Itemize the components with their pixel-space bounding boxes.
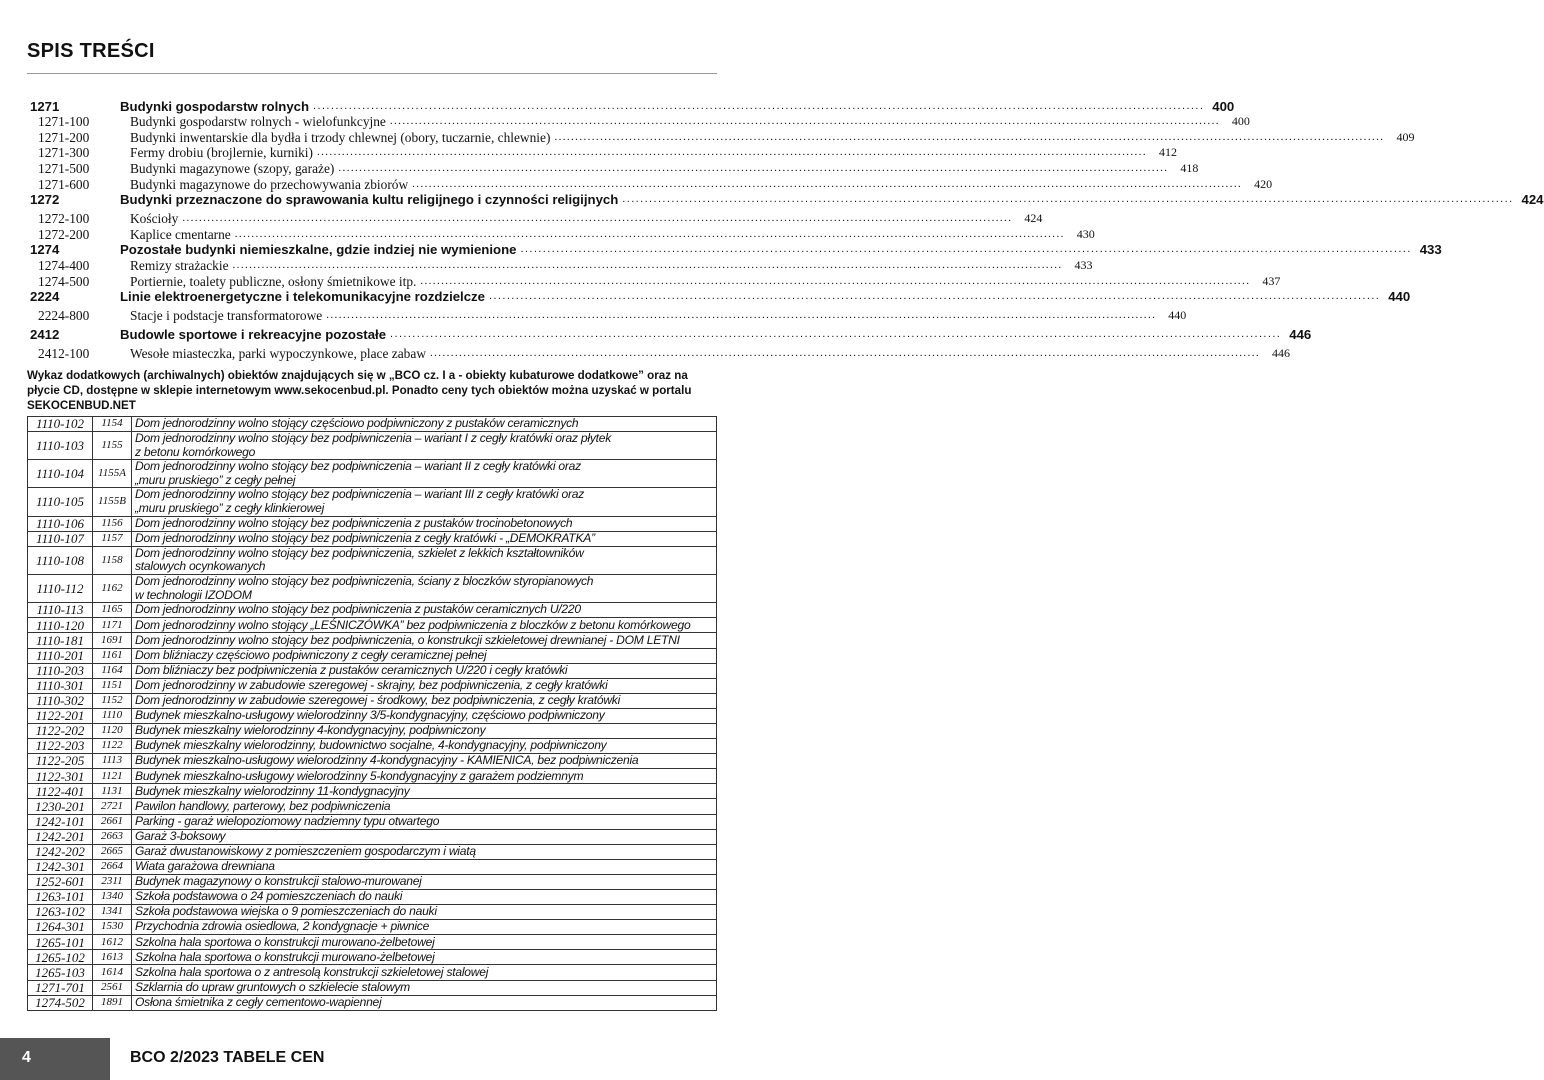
- toc-title: Budynki magazynowe (szopy, garaże): [130, 160, 335, 176]
- object-code: 1274-502: [28, 995, 93, 1010]
- toc-page: 424: [1024, 211, 1043, 226]
- object-number: 1162: [93, 575, 132, 603]
- toc-leader-dots: ........................................................................................................................................................................................................: [390, 328, 1282, 341]
- object-code: 1242-301: [28, 859, 93, 874]
- toc-entry: [30, 342, 1290, 362]
- table-row: [28, 663, 717, 678]
- description-line: Szkolna hala sportowa o konstrukcji murowano-żelbetowej: [135, 934, 435, 949]
- table-row: [28, 516, 717, 531]
- toc-title: Kościoły: [130, 211, 179, 227]
- toc-page: 400: [1231, 114, 1250, 129]
- description-line: Parking - garaż wielopoziomowy nadziemny typu otwartego: [135, 813, 440, 828]
- toc-entry: [30, 226, 1095, 242]
- description-line: Dom jednorodzinny wolno stojący bez podpiwniczenia z pustaków ceramicznych U/220: [135, 602, 581, 617]
- toc-code: 1274-500: [38, 273, 90, 289]
- publication-title: BCO 2/2023 TABELE CEN: [130, 1049, 325, 1066]
- object-number: 1161: [93, 648, 132, 663]
- description-line: Dom jednorodzinny w zabudowie szeregowej - środkowy, bez podpiwniczenia, z cegły kratówki: [135, 693, 621, 708]
- table-row: [28, 693, 717, 708]
- toc-title: Remizy strażackie: [130, 257, 229, 273]
- page-number: 4: [22, 1049, 31, 1066]
- toc-page: 437: [1262, 273, 1281, 288]
- object-number: 1151: [93, 678, 132, 693]
- table-row: [28, 460, 717, 488]
- toc-code: 1274: [30, 242, 60, 258]
- description-line: Garaż 3-boksowy: [135, 828, 226, 843]
- object-description: [132, 890, 717, 905]
- toc-leader-dots: ........................................................................................................................................................................................................: [316, 146, 1147, 159]
- toc-leader-dots: ........................................................................................................................................................................................................: [430, 347, 1260, 360]
- table-row: [28, 546, 717, 574]
- object-code: 1265-103: [28, 965, 93, 980]
- toc-title: Budowle sportowe i rekreacyjne pozostałe: [120, 327, 387, 343]
- table-row: [28, 784, 717, 799]
- toc-entry: [30, 207, 1043, 227]
- toc-entry: [30, 257, 1093, 273]
- toc-title: Budynki gospodarstw rolnych - wielofunkcyjne: [130, 114, 386, 130]
- toc-entry: [30, 129, 1415, 145]
- object-code: 1263-101: [28, 890, 93, 905]
- description-line: Dom jednorodzinny wolno stojący częściowo podpiwniczony z pustaków ceramicznych: [135, 416, 579, 431]
- toc-page: 420: [1254, 176, 1273, 191]
- object-number: 2561: [93, 980, 132, 995]
- object-number: 1165: [93, 603, 132, 618]
- object-number: 1613: [93, 950, 132, 965]
- description-line: Dom bliźniaczy częściowo podpiwniczony z cegły ceramicznej pełnej: [135, 647, 487, 662]
- object-number: 1154: [93, 417, 132, 432]
- description-line: Budynek mieszkalno-usługowy wielorodzinny 4-kondygnacyjny - KAMIENICA, bez podpiwniczenia: [135, 753, 639, 768]
- description-line: Dom jednorodzinny wolno stojący bez podpiwniczenia, o konstrukcji szkieletowej drewnianej - DOM LETNI: [135, 632, 680, 647]
- description-line: Budynek mieszkalny wielorodzinny, budownictwo socjalne, 4-kondygnacyjny, podpiwniczony: [135, 738, 607, 753]
- object-code: 1242-202: [28, 844, 93, 859]
- object-description: [132, 965, 717, 980]
- object-description: [132, 633, 717, 648]
- table-row: [28, 829, 717, 844]
- toc-entry: [30, 323, 1312, 343]
- toc-entry: [30, 304, 1187, 324]
- object-description: [132, 829, 717, 844]
- toc-page: 400: [1212, 98, 1235, 114]
- object-code: 1110-112: [28, 575, 93, 603]
- table-row: [28, 531, 717, 546]
- object-code: 1265-101: [28, 935, 93, 950]
- toc-leader-dots: ........................................................................................................................................................................................................: [489, 290, 1381, 303]
- page-number-box: [0, 1038, 110, 1080]
- object-code: 1110-302: [28, 693, 93, 708]
- object-code: 1252-601: [28, 874, 93, 889]
- object-description: [132, 488, 717, 516]
- object-number: 1164: [93, 663, 132, 678]
- archive-note: Wykaz dodatkowych (archiwalnych) obiektów znajdujących się w „BCO cz. I a - obiekty kubaturowe dodatkowe” oraz na płycie CD, dostępne w sklepie internetowym www.sekocenbud.pl. Ponadto ceny tych obiektów można uzyskać w portalu SEKOCENBUD.NET: [27, 369, 692, 412]
- object-number: 2665: [93, 844, 132, 859]
- object-code: 1110-106: [28, 516, 93, 531]
- object-description: [132, 575, 717, 603]
- description-line: w technologii IZODOM: [135, 587, 252, 602]
- object-number: 1152: [93, 693, 132, 708]
- object-description: [132, 603, 717, 618]
- toc-entry: [30, 176, 1273, 192]
- toc-code: 1272-200: [38, 226, 90, 242]
- description-line: stalowych ocynkowanych: [135, 559, 266, 574]
- object-number: 2661: [93, 814, 132, 829]
- toc-entry: [30, 192, 1544, 208]
- toc-leader-dots: ........................................................................................................................................................................................................: [389, 115, 1220, 128]
- object-description: [132, 693, 717, 708]
- toc-leader-dots: ........................................................................................................................................................................................................: [182, 212, 1013, 225]
- table-row: [28, 754, 717, 769]
- description-line: Szkoła podstawowa wiejska o 9 pomieszczeniach do nauki: [135, 904, 437, 919]
- description-line: Szklarnia do upraw gruntowych o szkielecie stalowym: [135, 979, 410, 994]
- table-row: [28, 799, 717, 814]
- object-description: [132, 460, 717, 488]
- description-line: Dom jednorodzinny w zabudowie szeregowej - skrajny, bez podpiwniczenia, z cegły kratówki: [135, 677, 608, 692]
- object-description: [132, 799, 717, 814]
- description-line: Budynek magazynowy o konstrukcji stalowo-murowanej: [135, 874, 422, 889]
- description-line: Dom jednorodzinny wolno stojący bez podpiwniczenia z pustaków trocinobetonowych: [135, 515, 573, 530]
- table-of-contents: [30, 98, 1544, 362]
- object-code: 1110-120: [28, 618, 93, 633]
- object-number: 1155B: [93, 488, 132, 516]
- toc-page: 440: [1168, 308, 1187, 323]
- toc-entry: [30, 242, 1442, 258]
- toc-leader-dots: ........................................................................................................................................................................................................: [234, 227, 1065, 240]
- table-row: [28, 633, 717, 648]
- object-description: [132, 814, 717, 829]
- table-row: [28, 859, 717, 874]
- toc-title: Budynki gospodarstw rolnych: [120, 98, 310, 114]
- toc-leader-dots: ........................................................................................................................................................................................................: [622, 193, 1514, 206]
- object-number: 1891: [93, 995, 132, 1010]
- object-number: 1122: [93, 739, 132, 754]
- object-description: [132, 874, 717, 889]
- object-number: 1110: [93, 708, 132, 723]
- table-row: [28, 678, 717, 693]
- object-description: [132, 920, 717, 935]
- table-row: [28, 575, 717, 603]
- description-line: Przychodnia zdrowia osiedlowa, 2 kondygnacje + piwnice: [135, 919, 430, 934]
- toc-code: 1271-100: [38, 114, 90, 130]
- object-description: [132, 784, 717, 799]
- toc-page: 418: [1180, 160, 1199, 175]
- object-number: 2311: [93, 874, 132, 889]
- object-number: 1120: [93, 723, 132, 738]
- description-line: Szkolna hala sportowa o z antresolą konstrukcji szkieletowej stalowej: [135, 964, 489, 979]
- toc-entry: [30, 98, 1235, 114]
- toc-entry: [30, 114, 1250, 130]
- toc-leader-dots: ........................................................................................................................................................................................................: [420, 274, 1251, 287]
- object-code: 1122-401: [28, 784, 93, 799]
- archived-objects-table: [27, 416, 717, 1011]
- object-code: 1265-102: [28, 950, 93, 965]
- toc-leader-dots: ........................................................................................................................................................................................................: [412, 177, 1243, 190]
- description-line: Garaż dwustanowiskowy z pomieszczeniem gospodarczym i wiatą: [135, 843, 476, 858]
- table-row: [28, 723, 717, 738]
- object-number: 1157: [93, 531, 132, 546]
- toc-title: Linie elektroenergetyczne i telekomunikacyjne rozdzielcze: [120, 289, 485, 305]
- object-code: 1264-301: [28, 920, 93, 935]
- object-number: 1691: [93, 633, 132, 648]
- toc-entry: [30, 273, 1281, 289]
- object-description: [132, 432, 717, 460]
- object-number: 2663: [93, 829, 132, 844]
- object-code: 1110-108: [28, 546, 93, 574]
- toc-leader-dots: ........................................................................................................................................................................................................: [232, 258, 1063, 271]
- object-number: 1614: [93, 965, 132, 980]
- toc-title: Fermy drobiu (brojlernie, kurniki): [130, 145, 313, 161]
- table-row: [28, 603, 717, 618]
- object-code: 1110-102: [28, 417, 93, 432]
- object-description: [132, 905, 717, 920]
- object-code: 1242-101: [28, 814, 93, 829]
- table-row: [28, 844, 717, 859]
- object-code: 1242-201: [28, 829, 93, 844]
- toc-leader-dots: ........................................................................................................................................................................................................: [313, 99, 1205, 112]
- table-row: [28, 965, 717, 980]
- object-description: [132, 935, 717, 950]
- table-row: [28, 935, 717, 950]
- description-line: Wiata garażowa drewniana: [135, 859, 275, 874]
- toc-leader-dots: ........................................................................................................................................................................................................: [326, 309, 1157, 322]
- table-row: [28, 920, 717, 935]
- object-description: [132, 531, 717, 546]
- object-number: 1530: [93, 920, 132, 935]
- description-line: „muru pruskiego” z cegły pełnej: [135, 472, 296, 487]
- object-description: [132, 769, 717, 784]
- table-row: [28, 417, 717, 432]
- title-divider: [27, 73, 717, 74]
- object-number: 1171: [93, 618, 132, 633]
- table-row: [28, 618, 717, 633]
- page-title: SPIS TREŚCI: [27, 40, 155, 62]
- object-description: [132, 417, 717, 432]
- toc-code: 1271-500: [38, 160, 90, 176]
- object-code: 1122-205: [28, 754, 93, 769]
- toc-page: 446: [1289, 327, 1312, 343]
- description-line: Budynek mieszkalno-usługowy wielorodzinny 3/5-kondygnacyjny, częściowo podpiwniczony: [135, 708, 605, 723]
- toc-page: 446: [1272, 346, 1290, 361]
- toc-code: 1272-100: [38, 211, 90, 227]
- toc-title: Pozostałe budynki niemieszkalne, gdzie indziej nie wymienione: [120, 242, 517, 258]
- description-line: Dom jednorodzinny wolno stojący bez podpiwniczenia – wariant I z cegły kratówki oraz płytek: [135, 431, 612, 446]
- description-line: z betonu komórkowego: [135, 444, 256, 459]
- object-code: 1110-107: [28, 531, 93, 546]
- toc-title: Budynki przeznaczone do sprawowania kultu religijnego i czynności religijnych: [120, 192, 619, 208]
- object-description: [132, 663, 717, 678]
- description-line: Szkoła podstawowa o 24 pomieszczeniach do nauki: [135, 889, 403, 904]
- toc-code: 1271: [30, 98, 60, 114]
- page-footer: [0, 1038, 764, 1080]
- object-description: [132, 844, 717, 859]
- table-row: [28, 950, 717, 965]
- description-line: „muru pruskiego” z cegły klinkierowej: [135, 501, 325, 516]
- description-line: Pawilon handlowy, parterowy, bez podpiwniczenia: [135, 798, 391, 813]
- object-code: 1110-113: [28, 603, 93, 618]
- object-code: 1122-203: [28, 739, 93, 754]
- object-number: 2664: [93, 859, 132, 874]
- toc-page: 412: [1158, 145, 1177, 160]
- description-line: Dom jednorodzinny wolno stojący „LEŚNICZÓWKA” bez podpiwniczenia z bloczków z betonu komórkowego: [135, 617, 691, 632]
- description-line: Szkolna hala sportowa o konstrukcji murowano-żelbetowej: [135, 949, 435, 964]
- object-code: 1122-301: [28, 769, 93, 784]
- toc-title: Portiernie, toalety publiczne, osłony śmietnikowe itp.: [130, 273, 417, 289]
- object-description: [132, 995, 717, 1010]
- description-line: Budynek mieszkalny wielorodzinny 11-kondygnacyjny: [135, 783, 410, 798]
- object-description: [132, 950, 717, 965]
- object-description: [132, 708, 717, 723]
- object-number: 1156: [93, 516, 132, 531]
- object-number: 1113: [93, 754, 132, 769]
- toc-page: 433: [1419, 242, 1442, 258]
- object-number: 1155: [93, 432, 132, 460]
- object-code: 1110-301: [28, 678, 93, 693]
- object-description: [132, 546, 717, 574]
- toc-code: 1271-600: [38, 176, 90, 192]
- toc-entry: [30, 160, 1199, 176]
- object-description: [132, 648, 717, 663]
- object-description: [132, 723, 717, 738]
- object-number: 1155A: [93, 460, 132, 488]
- object-code: 1271-701: [28, 980, 93, 995]
- object-number: 1131: [93, 784, 132, 799]
- description-line: Dom jednorodzinny wolno stojący bez podpiwniczenia, szkielet z lekkich kształtowników: [135, 545, 584, 560]
- object-description: [132, 739, 717, 754]
- description-line: Dom jednorodzinny wolno stojący bez podpiwniczenia z cegły kratówki - „DEMOKRATKA”: [135, 531, 595, 545]
- toc-page: 440: [1388, 289, 1411, 305]
- description-line: Dom jednorodzinny wolno stojący bez podpiwniczenia, ściany z bloczków styropianowych: [135, 574, 594, 589]
- object-code: 1230-201: [28, 799, 93, 814]
- description-line: Osłona śmietnika z cegły cementowo-wapiennej: [135, 994, 382, 1009]
- table-row: [28, 890, 717, 905]
- object-description: [132, 859, 717, 874]
- description-line: Budynek mieszkalno-usługowy wielorodzinny 5-kondygnacyjny z garażem podziemnym: [135, 768, 584, 783]
- object-code: 1122-202: [28, 723, 93, 738]
- toc-page: 430: [1076, 226, 1095, 241]
- toc-code: 2412: [30, 327, 60, 343]
- toc-code: 1271-300: [38, 145, 90, 161]
- object-code: 1110-105: [28, 488, 93, 516]
- object-number: 1340: [93, 890, 132, 905]
- object-code: 1110-103: [28, 432, 93, 460]
- toc-code: 1271-200: [38, 129, 90, 145]
- description-line: Dom bliźniaczy bez podpiwniczenia z pustaków ceramicznych U/220 i cegły kratówki: [135, 662, 568, 677]
- table-row: [28, 488, 717, 516]
- table-row: [28, 814, 717, 829]
- table-row: [28, 874, 717, 889]
- object-code: 1110-201: [28, 648, 93, 663]
- description-line: Budynek mieszkalny wielorodzinny 4-kondygnacyjny, podpiwniczony: [135, 723, 486, 738]
- toc-page: 424: [1521, 192, 1544, 208]
- toc-title: Budynki inwentarskie dla bydła i trzody chlewnej (obory, tuczarnie, chlewnie): [130, 129, 551, 145]
- object-code: 1110-181: [28, 633, 93, 648]
- toc-title: Wesołe miasteczka, parki wypoczynkowe, place zabaw: [130, 346, 426, 362]
- toc-entry: [30, 289, 1411, 305]
- object-description: [132, 754, 717, 769]
- object-number: 1121: [93, 769, 132, 784]
- toc-page: 433: [1074, 257, 1093, 272]
- object-code: 1110-104: [28, 460, 93, 488]
- table-row: [28, 905, 717, 920]
- table-row: [28, 739, 717, 754]
- object-number: 1612: [93, 935, 132, 950]
- toc-code: 1274-400: [38, 257, 90, 273]
- object-code: 1263-102: [28, 905, 93, 920]
- table-row: [28, 648, 717, 663]
- toc-leader-dots: ........................................................................................................................................................................................................: [554, 130, 1385, 143]
- table-row: [28, 995, 717, 1010]
- toc-entry: [30, 145, 1177, 161]
- toc-title: Budynki magazynowe do przechowywania zbiorów: [130, 176, 409, 192]
- object-number: 1158: [93, 546, 132, 574]
- toc-title: Stacje i podstacje transformatorowe: [130, 308, 323, 324]
- table-row: [28, 432, 717, 460]
- toc-page: 409: [1396, 129, 1415, 144]
- toc-code: 2224: [30, 289, 60, 305]
- object-number: 2721: [93, 799, 132, 814]
- toc-code: 1272: [30, 192, 60, 208]
- object-description: [132, 980, 717, 995]
- object-description: [132, 516, 717, 531]
- object-code: 1122-201: [28, 708, 93, 723]
- table-row: [28, 708, 717, 723]
- object-description: [132, 618, 717, 633]
- description-line: Dom jednorodzinny wolno stojący bez podpiwniczenia – wariant II z cegły kratówki oraz: [135, 459, 581, 474]
- toc-leader-dots: ........................................................................................................................................................................................................: [520, 243, 1412, 256]
- toc-code: 2412-100: [38, 346, 90, 362]
- table-row: [28, 769, 717, 784]
- toc-code: 2224-800: [38, 308, 90, 324]
- toc-title: Kaplice cmentarne: [130, 226, 231, 242]
- table-row: [28, 980, 717, 995]
- description-line: Dom jednorodzinny wolno stojący bez podpiwniczenia – wariant III z cegły kratówki oraz: [135, 487, 585, 502]
- object-number: 1341: [93, 905, 132, 920]
- object-description: [132, 678, 717, 693]
- toc-leader-dots: ........................................................................................................................................................................................................: [338, 161, 1169, 174]
- object-code: 1110-203: [28, 663, 93, 678]
